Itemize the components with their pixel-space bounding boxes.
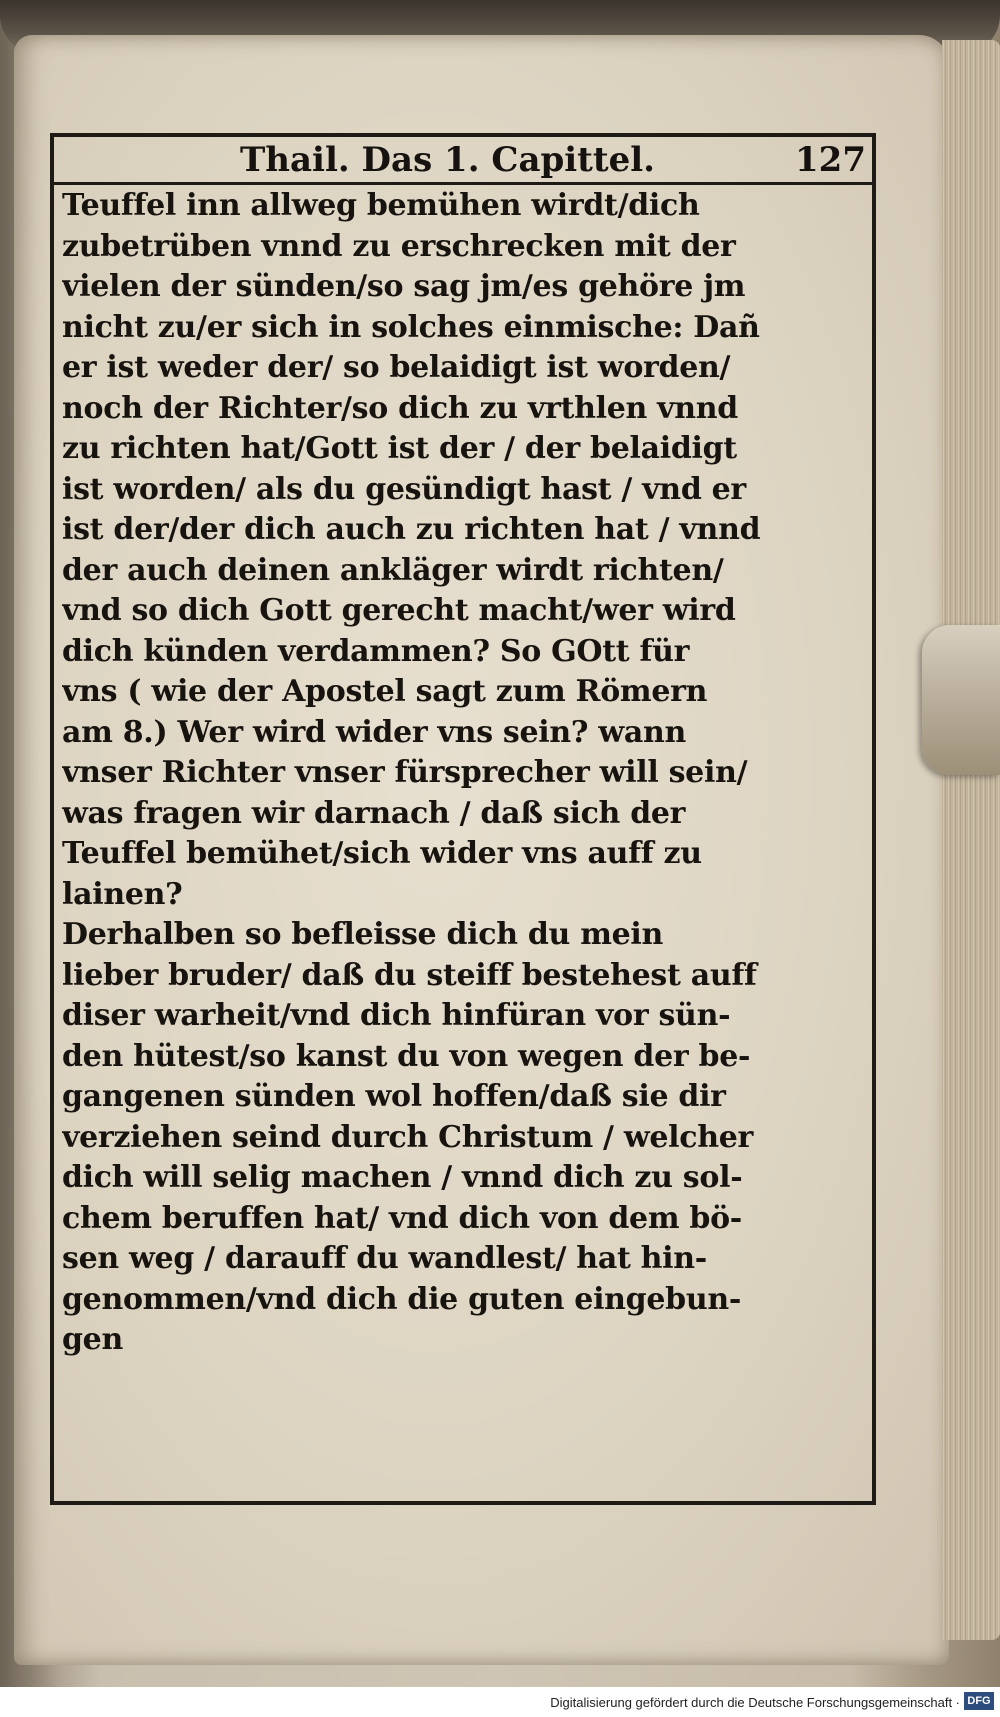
text-line: vielen der sünden/so sag jm/es gehöre jm [62,269,746,304]
footer-bar [0,1687,1000,1717]
text-line: diser warheit/vnd dich hinfüran vor sün- [62,998,731,1033]
text-line: dich künden verdammen? So GOtt für [62,633,690,669]
text-line: chem beruffen hat/ vnd dich von dem bö- [62,1200,742,1236]
text-line: was fragen wir darnach / daß sich der [62,795,686,831]
text-line: gen [62,1322,123,1357]
text-line: Derhalben so befleisse dich du mein [62,917,664,952]
dfg-logo-icon: DFG [964,1692,994,1710]
page-number: 127 [795,140,866,180]
text-line: vns ( wie der Apostel sagt zum Römern [62,674,708,709]
text-line: vnd so dich Gott gerecht macht/wer wird [62,593,736,628]
funding-credit: Digitalisierung gefördert durch die Deutsche Forschungsgemeinschaft · [550,1695,960,1710]
text-line: sen weg / darauff du wandlest/ hat hin- [62,1241,707,1276]
text-line: am 8.) Wer wird wider vns sein? wann [62,714,687,750]
text-line: der auch deinen ankläger wirdt richten/ [62,552,724,588]
text-line: zubetrüben vnnd zu erschrecken mit der [62,228,736,264]
text-line: nicht zu/er sich in solches einmische: Dañ [62,309,760,345]
text-line: Teuffel bemühet/sich wider vns auff zu [62,836,702,871]
text-line: Teuffel inn allweg bemühen wirdt/dich [62,188,700,223]
text-line: ist worden/ als du gesündigt hast / vnd er [62,471,746,507]
header-rule [54,182,872,185]
bookmark-tab [922,625,1000,775]
text-line: vnser Richter vnser fürsprecher will sein/ [62,755,748,790]
text-line: gangenen sünden wol hoffen/daß sie dir [62,1079,726,1114]
text-line: zu richten hat/Gott ist der / der belaidigt [62,431,737,466]
text-line: ist der/der dich auch zu richten hat / vnnd [62,512,761,547]
text-line: den hütest/so kanst du von wegen der be- [62,1038,751,1074]
text-line: lieber bruder/ daß du steiff bestehest auff [62,957,757,993]
text-line: verziehen seind durch Christum / welcher [62,1119,754,1155]
text-line: genommen/vnd dich die guten eingebun- [62,1281,741,1317]
text-line: lainen? [62,876,183,912]
text-line: er ist weder der/ so belaidigt ist worden/ [62,350,731,385]
text-line: noch der Richter/so dich zu vrthlen vnnd [62,390,738,426]
text-line: dich will selig machen / vnnd dich zu sol- [62,1160,743,1195]
page-edges [942,40,1000,1640]
running-head: Thail. Das 1. Capittel. [240,140,655,180]
body-text [62,186,862,1361]
